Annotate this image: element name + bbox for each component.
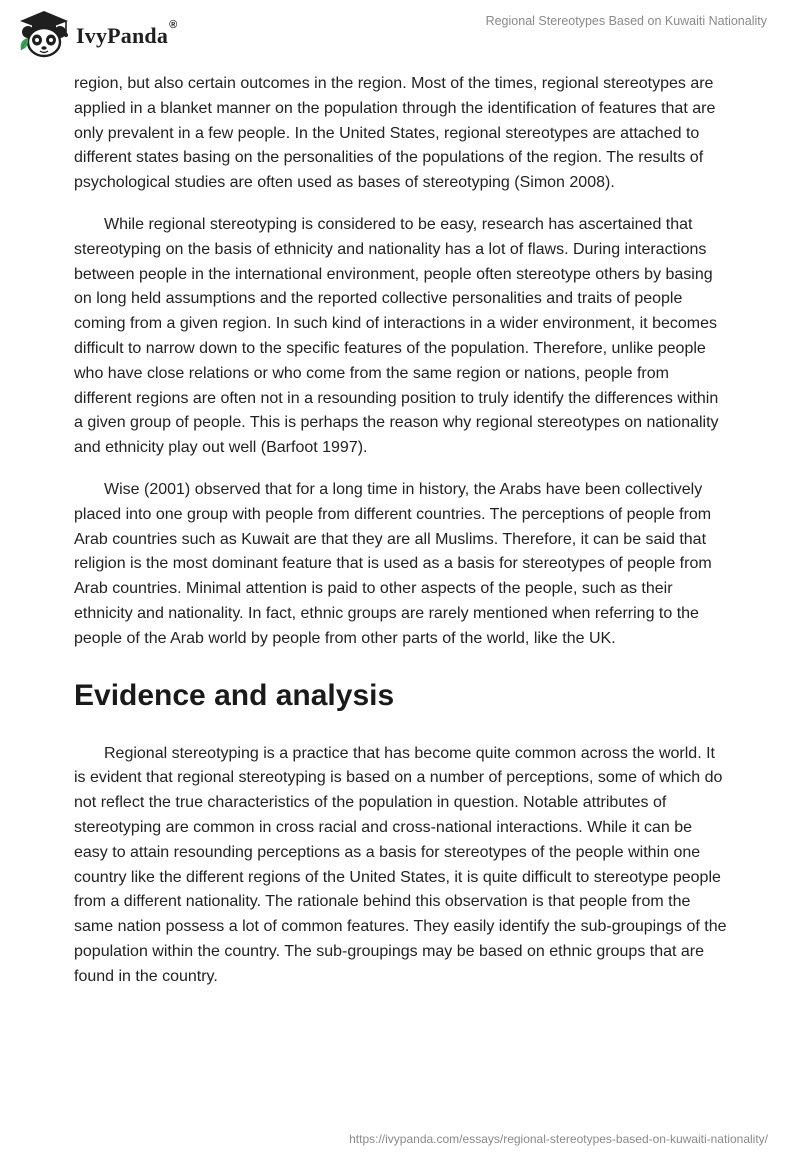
paragraph: Regional stereotyping is a practice that has become quite common across the world. It is evident that regional stereotyping is based on a number of perceptions, some of which do not reflect the true characteristics of the population in question. Notable attributes of stereotyping are common in cross racial and cross-national interactions. While it can be easy to attain resounding perceptions as a basis for stereotypes of the people within one country like the different regions of the United States, it is quite difficult to stereotype people from a different nationality. The rationale behind this observation is that people from the same nation possess a lot of common features. They easily identify the sub-groupings of the population within the country. The sub-groupings may be based on ethnic groups that are found in the country.: [74, 744, 727, 985]
paragraph-continuation: region, but also certain outcomes in the region. Most of the times, regional stereotypes are applied in a blanket manner on the population through the identification of features that are only prevalent in a few people. In the United States, regional stereotypes are attached to different states basing on the personalities of the populations of the region. The results of psychological studies are often used as bases of stereotyping (Simon 2008).: [74, 75, 716, 192]
section-heading: Evidence and analysis: [74, 678, 395, 712]
essay-content: [74, 72, 728, 1007]
document-title: Regional Stereotypes Based on Kuwaiti Nationality: [485, 14, 767, 28]
panda-graduate-icon: [16, 8, 72, 60]
source-url[interactable]: https://ivypanda.com/essays/regional-stereotypes-based-on-kuwaiti-nationality/: [349, 1132, 768, 1146]
registered-mark: ®: [169, 19, 178, 31]
page-header: [0, 0, 800, 70]
brand-logo[interactable]: [16, 8, 177, 60]
paragraph: While regional stereotyping is considered to be easy, research has ascertained that stereotyping on the basis of ethnicity and nationality has a lot of flaws. During interactions between people in the international environment, people often stereotype others by basing on long held assumptions and the reported collective personalities and traits of people coming from a given region. In such kind of interactions in a wider environment, it becomes difficult to narrow down to the specific features of the population. Therefore, unlike people who have close relations or who come from the same region or nations, people from different regions are often not in a resounding position to truly identify the differences within a given group of people. This is perhaps the reason why regional stereotypes on nationality and ethnicity play out well (Barfoot 1997).: [74, 215, 719, 457]
paragraph: Wise (2001) observed that for a long time in history, the Arabs have been collectively placed into one group with people from different countries. The perceptions of people from Arab countries such as Kuwait are that they are all Muslims. Therefore, it can be said that religion is the most dominant feature that is used as a basis for stereotypes of people from Arab countries. Minimal attention is paid to other aspects of the people, such as their ethnicity and nationality. In fact, ethnic groups are rarely mentioned when referring to the people of the Arab world by people from other parts of the world, like the UK.: [74, 480, 712, 647]
brand-name: IvyPanda®: [76, 19, 178, 48]
